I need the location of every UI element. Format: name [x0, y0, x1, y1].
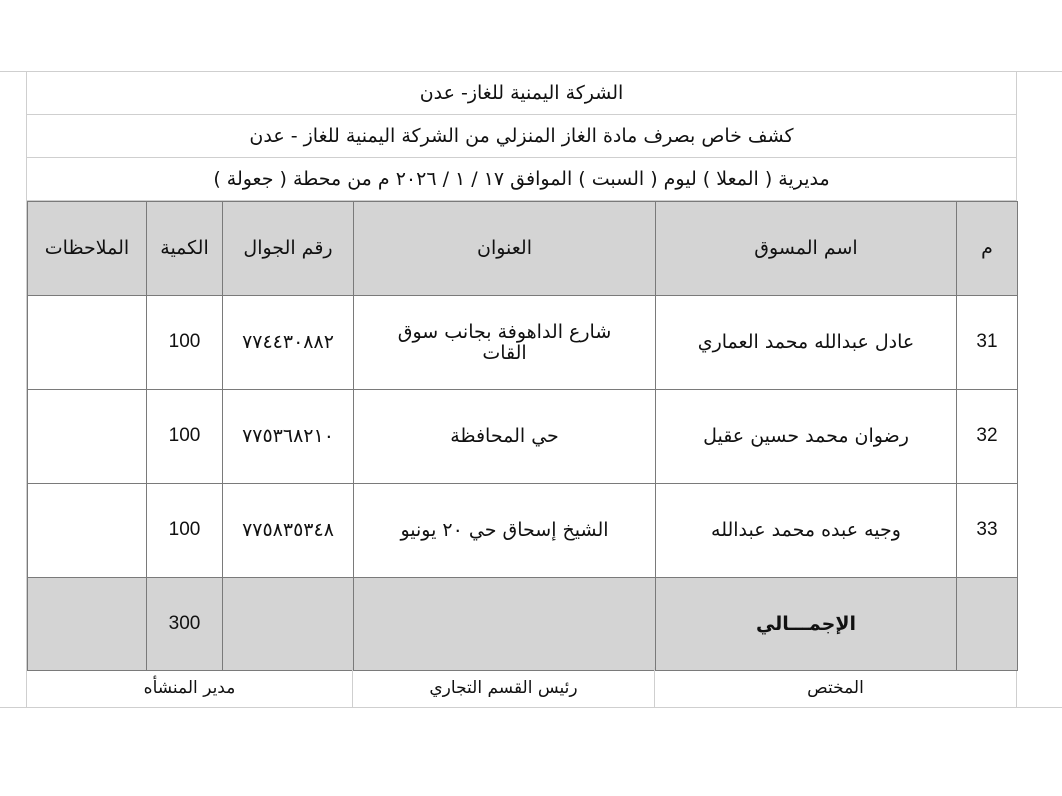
row-phone: ٧٧٥٣٦٨٢١٠	[223, 390, 354, 484]
row-address: حي المحافظة	[354, 390, 656, 484]
total-notes-cell	[28, 578, 147, 671]
total-row	[28, 578, 1018, 671]
table-row	[28, 484, 1018, 578]
details-line	[27, 158, 1016, 201]
row-quantity: 100	[147, 390, 223, 484]
total-phone-cell	[223, 578, 354, 671]
row-phone: ٧٧٥٨٣٥٣٤٨	[223, 484, 354, 578]
column-header-index: م	[957, 202, 1018, 296]
row-notes	[28, 390, 147, 484]
statement-title	[27, 115, 1016, 158]
row-name: وجيه عبده محمد عبدالله	[656, 484, 957, 578]
table-row	[28, 390, 1018, 484]
total-quantity: 300	[147, 578, 223, 671]
total-address-cell	[354, 578, 656, 671]
distribution-table	[27, 201, 1018, 671]
column-header-address: العنوان	[354, 202, 656, 296]
gas-distribution-sheet	[26, 71, 1017, 708]
column-header-phone: رقم الجوال	[223, 202, 354, 296]
statement-title-text: كشف خاص بصرف مادة الغاز المنزلي من الشركة اليمنية للغاز - عدن	[249, 125, 794, 147]
column-header-notes: الملاحظات	[28, 202, 147, 296]
company-title-text: الشركة اليمنية للغاز- عدن	[419, 82, 624, 104]
row-index: 32	[957, 390, 1018, 484]
row-name: رضوان محمد حسين عقيل	[656, 390, 957, 484]
details-line-text: مديرية ( المعلا ) ليوم ( السبت ) الموافق ١٧ / ١ / ٢٠٢٦ م من محطة ( جعولة )	[213, 168, 830, 190]
row-index: 31	[957, 296, 1018, 390]
signature-row	[27, 667, 1016, 708]
row-index: 33	[957, 484, 1018, 578]
total-index-cell	[957, 578, 1018, 671]
total-label: الإجمـــالي	[656, 578, 957, 671]
row-name: عادل عبدالله محمد العماري	[656, 296, 957, 390]
company-title	[27, 72, 1016, 115]
signature-facility-manager-label: مدير المنشأه	[143, 677, 236, 698]
signature-facility-manager	[27, 667, 352, 708]
signature-specialist-label: المختص	[807, 677, 864, 698]
row-phone: ٧٧٤٤٣٠٨٨٢	[223, 296, 354, 390]
row-notes	[28, 484, 147, 578]
signature-commercial-head-label: رئيس القسم التجاري	[429, 677, 578, 698]
column-header-quantity: الكمية	[147, 202, 223, 296]
signature-specialist	[654, 667, 1016, 708]
table-row	[28, 296, 1018, 390]
row-address: شارع الداهوفة بجانب سوق القات	[354, 296, 656, 390]
row-notes	[28, 296, 147, 390]
table-header-row	[28, 202, 1018, 296]
column-header-name: اسم المسوق	[656, 202, 957, 296]
row-quantity: 100	[147, 484, 223, 578]
row-quantity: 100	[147, 296, 223, 390]
row-address: الشيخ إسحاق حي ٢٠ يونيو	[354, 484, 656, 578]
signature-commercial-head	[352, 667, 654, 708]
